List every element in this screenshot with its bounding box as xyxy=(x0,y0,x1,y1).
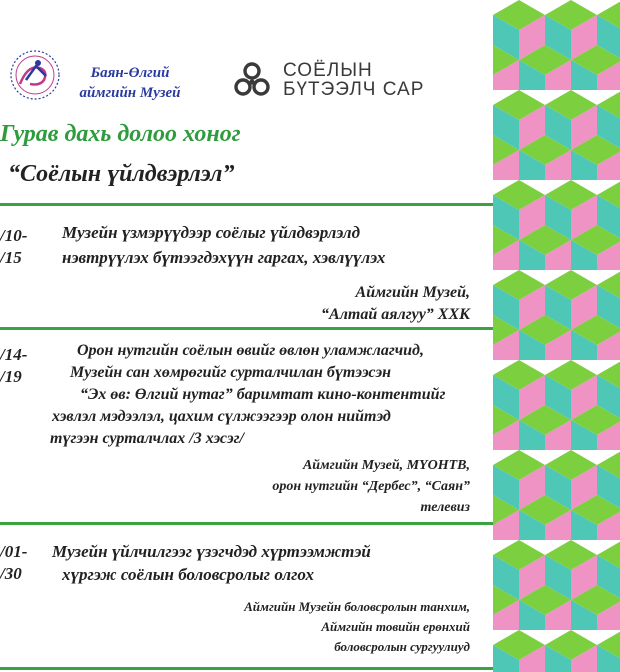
event-description xyxy=(52,540,371,586)
creative-month-logo-icon xyxy=(234,61,270,99)
brand-line1: СОЁЛЫН xyxy=(283,60,373,81)
event-organizer-line: “Алтай аялгуу” ХХК xyxy=(321,306,470,323)
event-organizer xyxy=(321,282,470,326)
museum-name-line2: аймгийн Музей xyxy=(79,85,181,101)
week-title: Гурав дахь долоо хоног xyxy=(0,121,241,147)
event-date xyxy=(0,225,27,269)
event-description-line: Орон нутгийн соёлын өвийг өвлөн уламжлагчид, xyxy=(77,342,424,359)
event-organizer-line: орон нутгийн “Дербес”, “Саян” xyxy=(272,479,470,494)
event-organizer-line: Аймгийн Музей, МҮОНТВ, xyxy=(302,458,470,473)
event-date-end: /19 xyxy=(0,367,22,386)
event-date-start: /10- xyxy=(0,226,28,245)
event-organizer-line: телевиз xyxy=(420,500,470,515)
museum-name xyxy=(70,63,190,103)
event-description-line: Музейн үзмэрүүдээр соёлыг үйлдвэрлэлд xyxy=(62,223,361,242)
event-organizer-line: боловсролын сургуулиуд xyxy=(334,639,470,654)
event-description-line: нэвтрүүлэх бүтээгдэхүүн гаргах, хэвлүүлэх xyxy=(62,248,386,267)
event-date-start: /14- xyxy=(0,345,28,364)
event-date-end: /15 xyxy=(0,248,22,267)
brand-line2: БҮТЭЭЛЧ САР xyxy=(283,79,425,100)
divider xyxy=(0,522,496,525)
event-date-end: /30 xyxy=(0,564,22,583)
header xyxy=(0,0,493,130)
divider xyxy=(0,203,496,206)
event-date xyxy=(0,541,27,585)
event-organizer-line: Аймгийн Музейн боловсролын танхим, xyxy=(244,599,470,614)
week-subtitle: “Соёлын үйлдвэрлэл” xyxy=(8,161,235,187)
event-organizer-line: Аймгийн Музей, xyxy=(355,284,470,301)
event-organizer xyxy=(244,597,470,657)
event-description-line: Музейн үйлчилгээг үзэгчдэд хүртээмжтэй xyxy=(52,542,371,561)
divider xyxy=(0,327,496,330)
event-organizer-line: Аймгийн товийн ерөнхий xyxy=(321,619,470,634)
divider xyxy=(0,667,496,670)
event-date xyxy=(0,344,27,388)
event-description xyxy=(62,220,385,270)
event-date-start: /01- xyxy=(0,542,28,561)
museum-name-line1: Баян-Өлгий xyxy=(90,65,170,81)
event-organizer xyxy=(272,455,470,518)
event-description-line: хүргэж соёлын боловсролыг олгох xyxy=(62,565,315,584)
museum-logo-icon xyxy=(0,46,70,104)
event-description-line: хэвлэл мэдээлэл, цахим сүлжээгээр олон нийтэд xyxy=(52,408,391,425)
event-description-line: “Эх өв: Өлгий нутаг” баримтат кино-контентийг xyxy=(80,386,446,403)
event-description-line: түгээн сурталчлах /3 хэсэг/ xyxy=(50,430,244,447)
event-description xyxy=(50,340,445,450)
cube-pattern-background xyxy=(493,0,620,672)
event-description-line: Музейн сан хөмрөгийг сурталчилан бүтээсэн xyxy=(70,364,392,381)
creative-month-logo-text xyxy=(283,61,424,99)
